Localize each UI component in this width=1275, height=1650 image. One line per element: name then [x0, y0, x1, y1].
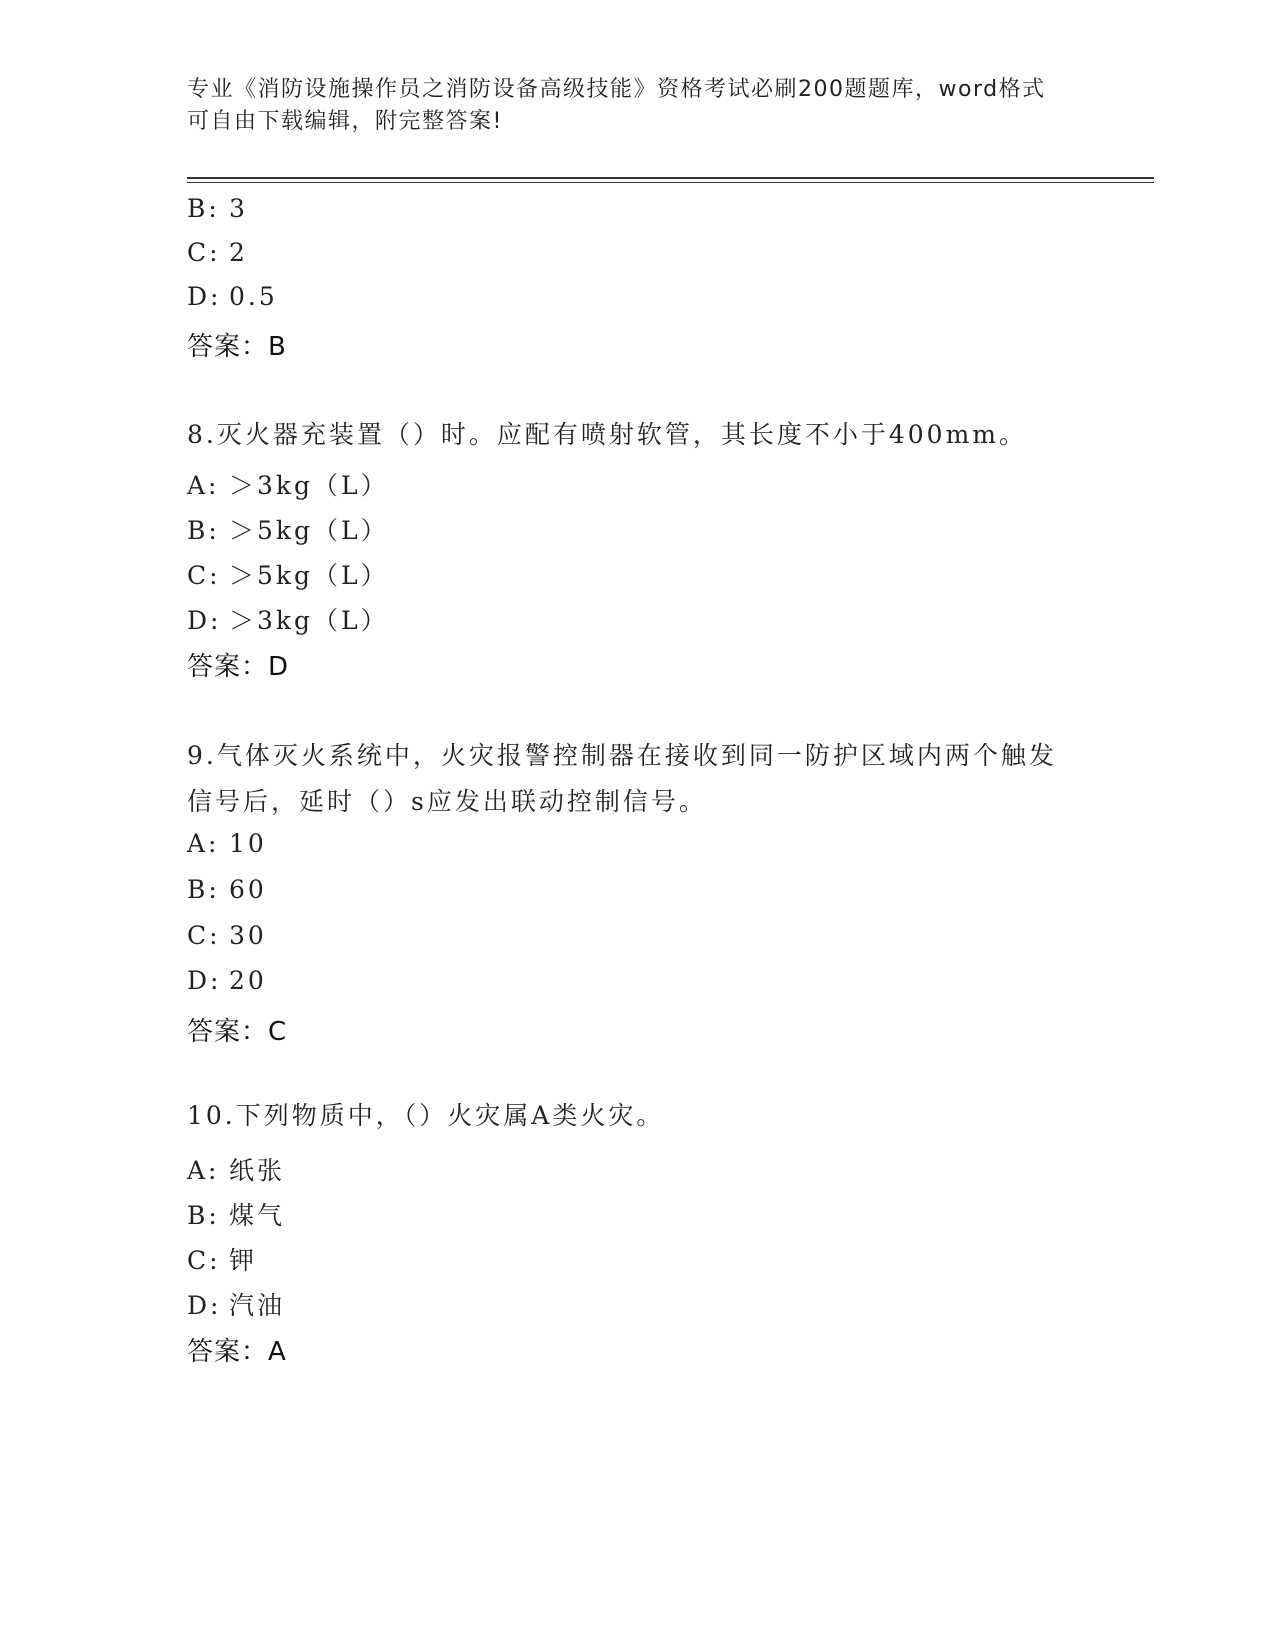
q9-option-d — [187, 966, 267, 995]
option-key: B: — [187, 875, 220, 904]
option-key: A: — [187, 829, 220, 858]
option-key: B: — [187, 516, 220, 545]
option-text: 30 — [229, 921, 267, 950]
q9-option-c — [187, 921, 267, 950]
option-text: 0.5 — [229, 282, 278, 311]
option-text: 2 — [229, 238, 248, 267]
option-key: C: — [187, 1246, 221, 1275]
q7-option-b — [187, 194, 248, 223]
q10-option-a — [187, 1151, 285, 1187]
q8-option-a — [187, 466, 389, 502]
header-divider — [187, 177, 1154, 179]
q10-option-d — [187, 1286, 285, 1322]
q8-option-b — [187, 511, 389, 547]
option-key: A: — [187, 471, 220, 500]
option-key: D: — [187, 282, 222, 311]
q9-answer: 答案：C — [187, 1017, 288, 1047]
q10-option-b — [187, 1196, 285, 1232]
q8-option-d — [187, 601, 389, 637]
option-key: C: — [187, 561, 221, 590]
option-key: A: — [187, 1156, 220, 1185]
option-key: B: — [187, 1201, 220, 1230]
q9-question: 9.气体灭火系统中，火灾报警控制器在接收到同一防护区域内两个触发信号后，延时（）s应发出联动控制信号。 — [187, 741, 1057, 816]
option-key: B: — [187, 194, 220, 223]
q7-option-c — [187, 238, 248, 267]
option-text: ＞5kg（L） — [229, 516, 389, 545]
q9-option-a — [187, 829, 267, 858]
option-text: ＞3kg（L） — [229, 471, 389, 500]
document-header: 专业《消防设施操作员之消防设备高级技能》资格考试必刷200题题库，word格式可自由下载编辑，附完整答案! — [187, 77, 1046, 134]
option-text: 3 — [229, 194, 248, 223]
q7-option-d — [187, 282, 278, 311]
q8-option-c — [187, 556, 389, 592]
option-key: D: — [187, 966, 222, 995]
option-key: D: — [187, 606, 222, 635]
option-key: C: — [187, 238, 221, 267]
option-key: C: — [187, 921, 221, 950]
q10-answer: 答案：A — [187, 1337, 287, 1367]
option-text: 煤气 — [229, 1201, 286, 1230]
q9-option-b — [187, 875, 267, 904]
option-text: 20 — [229, 966, 267, 995]
option-text: 纸张 — [229, 1156, 286, 1185]
q10-option-c — [187, 1241, 257, 1277]
q7-answer: 答案：B — [187, 332, 287, 362]
option-text: 10 — [229, 829, 267, 858]
q10-question: 10.下列物质中，（）火灾属A类火灾。 — [187, 1101, 665, 1130]
option-text: ＞5kg（L） — [229, 561, 389, 590]
q8-question: 8.灭火器充装置（）时。应配有喷射软管，其长度不小于400mm。 — [187, 420, 1027, 449]
q8-answer: 答案：D — [187, 652, 290, 682]
option-text: ＞3kg（L） — [229, 606, 389, 635]
header-divider-thin — [187, 182, 1154, 183]
option-text: 钾 — [229, 1246, 258, 1275]
option-text: 汽油 — [229, 1291, 286, 1320]
option-text: 60 — [229, 875, 267, 904]
option-key: D: — [187, 1291, 222, 1320]
